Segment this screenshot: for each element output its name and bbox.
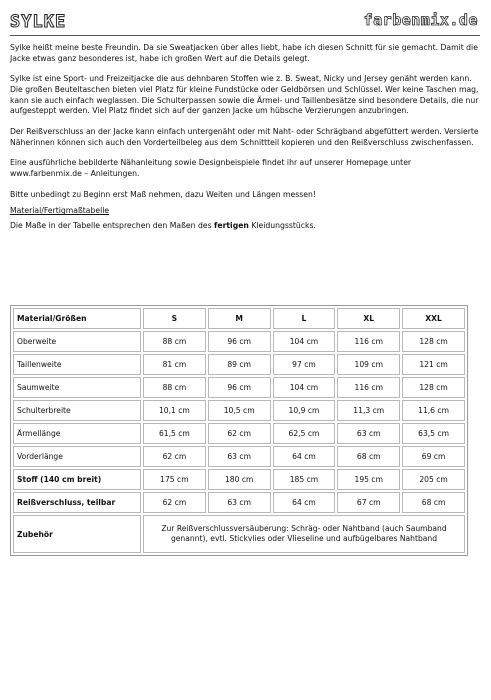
size-header: M — [208, 308, 271, 329]
table-row — [13, 423, 465, 444]
table-row — [13, 354, 465, 375]
table-cell: 96 cm — [208, 377, 271, 398]
table-cell: 62 cm — [143, 446, 206, 467]
table-cell: 104 cm — [273, 377, 336, 398]
instructions-paragraph: Eine ausführliche bebilderte Nähanleitung sowie Designbeispiele findet ihr auf unserer Homepage unter www.farbenmix.de – Anleitungen. — [10, 158, 412, 178]
row-label: Taillenweite — [13, 354, 141, 375]
table-cell: 116 cm — [337, 331, 400, 352]
table-cell: 195 cm — [337, 469, 400, 490]
accessories-row — [13, 515, 465, 553]
size-header: XXL — [402, 308, 465, 329]
table-cell: 96 cm — [208, 331, 271, 352]
table-cell: 104 cm — [273, 331, 336, 352]
table-cell: 11,3 cm — [337, 400, 400, 421]
size-header: XL — [337, 308, 400, 329]
table-cell: 62,5 cm — [273, 423, 336, 444]
brand-logo: farbenmix.de — [363, 11, 478, 29]
page-header — [10, 9, 480, 36]
accessories-text: Zur Reißverschlussversäuberung: Schräg- oder Nahtband (auch Saumband genannt), evtl. Stickvlies oder Vlieseline und aufbügelbares Nahtband — [143, 515, 465, 553]
table-cell: 68 cm — [402, 492, 465, 513]
table-row — [13, 377, 465, 398]
table-cell: 69 cm — [402, 446, 465, 467]
table-cell: 61,5 cm — [143, 423, 206, 444]
size-table — [10, 305, 468, 556]
table-cell: 10,5 cm — [208, 400, 271, 421]
table-cell: 10,9 cm — [273, 400, 336, 421]
measure-note: Bitte unbedingt zu Beginn erst Maß nehmen, dazu Weiten und Längen messen! — [10, 189, 316, 199]
table-cell: 64 cm — [273, 492, 336, 513]
description-paragraph: Sylke ist eine Sport- und Freizeitjacke die aus dehnbaren Stoffen wie z. B. Sweat, Nicky und Jersey genäht werden kann. Die großen Beuteltaschen bieten viel Platz für kleine Fundstücke oder Geldbörsen und Schlüssel. Wer keine Taschen mag, kann sie auch einfach weglassen. Die Schulterpassen sowie die Ärmel- und Taillenbesätze sind besondere Details, die nur aufgesteppt werden. Viel Platz findet sich auf der ganzen Jacke um hübsche Verzierungen anzubringen. — [10, 74, 479, 116]
size-header: L — [273, 308, 336, 329]
row-label: Oberweite — [13, 331, 141, 352]
table-cell: 63 cm — [208, 492, 271, 513]
table-cell: 88 cm — [143, 331, 206, 352]
row-label: Schulterbreite — [13, 400, 141, 421]
table-cell: 97 cm — [273, 354, 336, 375]
section-title: Material/Fertigmaßtabelle — [10, 206, 110, 216]
table-row — [13, 400, 465, 421]
intro-paragraph: Sylke heißt meine beste Freundin. Da sie Sweatjacken über alles liebt, habe ich diesen Schnitt für sie gemacht. Damit die Jacke etwas ganz besonderes ist, habe ich großen Wert auf die Details gelegt. — [10, 43, 478, 63]
table-cell: 81 cm — [143, 354, 206, 375]
row-label: Stoff (140 cm breit) — [13, 469, 141, 490]
row-label: Vorderlänge — [13, 446, 141, 467]
table-row — [13, 469, 465, 490]
table-cell: 89 cm — [208, 354, 271, 375]
table-cell: 128 cm — [402, 331, 465, 352]
zipper-paragraph: Der Reißverschluss an der Jacke kann einfach untergenäht oder mit Naht- oder Schrägband abgefüttert werden. Versierte Näherinnen können sich auch den Vorderteilbeleg aus dem Schnittteil kopieren und den Reißverschluss zwischenfassen. — [10, 126, 479, 147]
table-cell: 180 cm — [208, 469, 271, 490]
table-cell: 63 cm — [208, 446, 271, 467]
table-row — [13, 446, 465, 467]
row-label: Reißverschluss, teilbar — [13, 492, 141, 513]
table-header-row — [13, 308, 465, 329]
table-cell: 68 cm — [337, 446, 400, 467]
table-row — [13, 492, 465, 513]
table-cell: 62 cm — [208, 423, 271, 444]
table-cell: 88 cm — [143, 377, 206, 398]
row-label: Ärmellänge — [13, 423, 141, 444]
table-cell: 10,1 cm — [143, 400, 206, 421]
table-cell: 63 cm — [337, 423, 400, 444]
table-cell: 62 cm — [143, 492, 206, 513]
table-cell: 67 cm — [337, 492, 400, 513]
row-label: Saumweite — [13, 377, 141, 398]
table-row — [13, 331, 465, 352]
pattern-logo: SYLKE — [10, 12, 67, 32]
accessories-label: Zubehör — [13, 515, 141, 553]
size-header: S — [143, 308, 206, 329]
table-corner: Material/Größen — [13, 308, 141, 329]
table-note: Die Maße in der Tabelle entsprechen den Maßen des fertigen Kleidungsstücks. — [10, 220, 316, 230]
table-cell: 11,6 cm — [402, 400, 465, 421]
table-cell: 121 cm — [402, 354, 465, 375]
description — [10, 43, 479, 231]
table-cell: 185 cm — [273, 469, 336, 490]
table-cell: 63,5 cm — [402, 423, 465, 444]
table-cell: 175 cm — [143, 469, 206, 490]
table-cell: 205 cm — [402, 469, 465, 490]
table-cell: 64 cm — [273, 446, 336, 467]
table-cell: 116 cm — [337, 377, 400, 398]
table-cell: 128 cm — [402, 377, 465, 398]
table-cell: 109 cm — [337, 354, 400, 375]
